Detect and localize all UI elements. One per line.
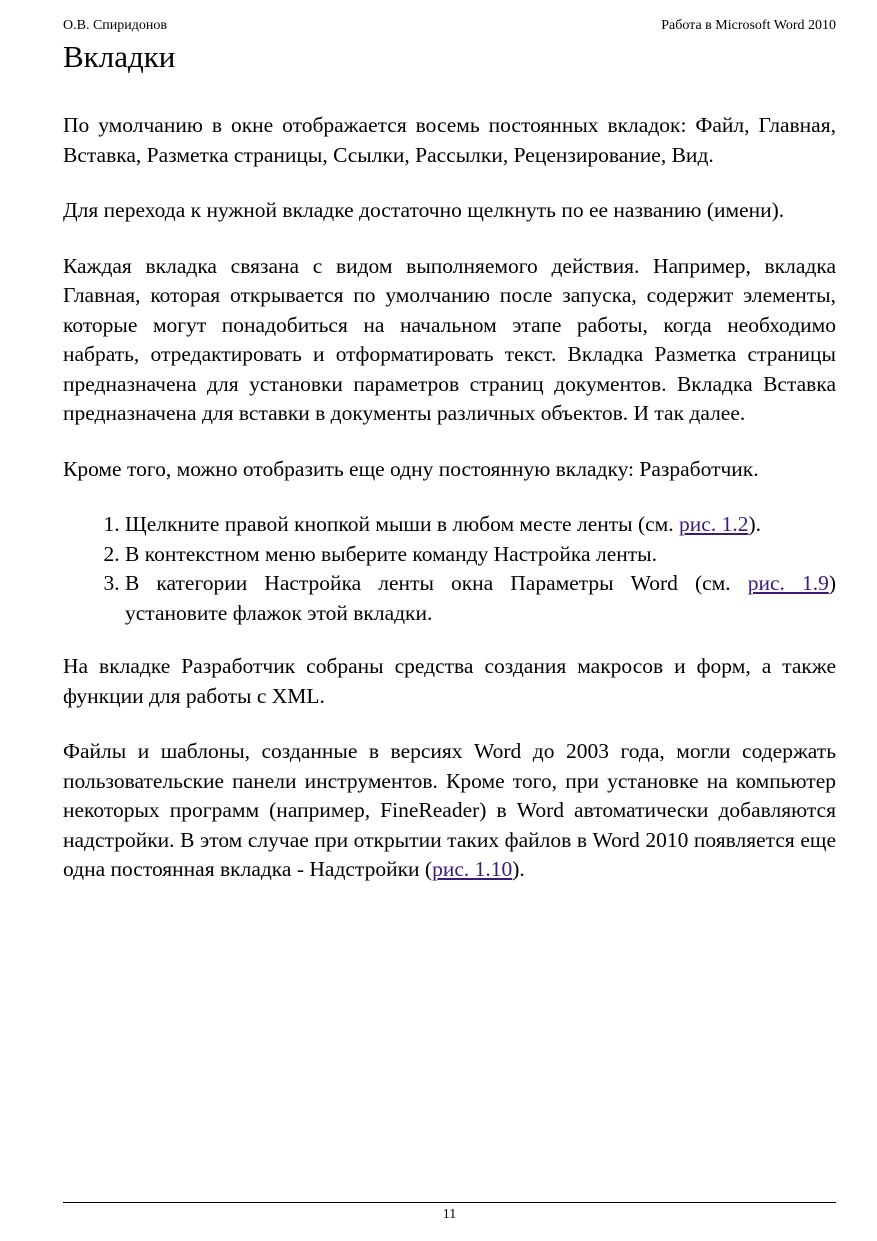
- paragraph-developer-tab: Кроме того, можно отобразить еще одну постоянную вкладку: Разработчик.: [63, 456, 759, 481]
- step-text: В категории Настройка ленты окна Параметры Word (см.: [125, 571, 748, 595]
- figure-link[interactable]: рис. 1.9: [747, 571, 829, 595]
- addins-text-end: ).: [512, 857, 525, 881]
- section-body: [63, 111, 836, 911]
- list-item: [125, 510, 836, 540]
- list-item: [125, 569, 836, 628]
- step-text: В контекстном меню выберите команду Настройка ленты.: [125, 541, 657, 566]
- step-text: Щелкните правой кнопкой мыши в любом месте ленты (см.: [125, 512, 680, 536]
- addins-text: Файлы и шаблоны, созданные в версиях Word до 2003 года, могли содержать пользовательские панели инструментов. Кроме того, при установке на компьютер некоторых программ (например, FineReader) в Word автоматически добавляются надстройки. В этом случае при открытии таких файлов в Word 2010 появляется еще одна постоянная вкладка - Надстройки (: [63, 739, 836, 881]
- page-number: 11: [442, 1207, 457, 1222]
- steps-list: [63, 510, 836, 628]
- paragraph-developer-content: На вкладке Разработчик собраны средства создания макросов и форм, а также функции для работы с XML.: [63, 654, 836, 708]
- figure-link[interactable]: рис. 1.10: [432, 857, 513, 881]
- header-author: О.В. Спиридонов: [63, 18, 167, 33]
- paragraph-addins: [63, 737, 836, 885]
- list-item: [125, 540, 836, 570]
- step-text: ).: [748, 512, 761, 536]
- step-text: ) установите флажок этой вкладки.: [125, 571, 836, 625]
- document-page: [63, 0, 836, 1241]
- section-title: Вкладки: [63, 39, 176, 74]
- paragraph-default-tabs: По умолчанию в окне отображается восемь постоянных вкладок: Файл, Главная, Вставка, Разметка страницы, Ссылки, Рассылки, Рецензирование, Вид.: [63, 113, 836, 167]
- header-book-title: Работа в Microsoft Word 2010: [661, 18, 836, 33]
- footer-divider: [63, 1202, 836, 1203]
- paragraph-tab-purpose: Каждая вкладка связана с видом выполняемого действия. Например, вкладка Главная, которая открывается по умолчанию после запуска, содержит элементы, которые могут понадобиться на начальном этапе работы, когда необходимо набрать, отредактировать и отформатировать текст. Вкладка Разметка страницы предназначена для установки параметров страниц документов. Вкладка Вставка предназначена для вставки в документы различных объектов. И так далее.: [63, 253, 836, 425]
- figure-link[interactable]: рис. 1.2: [679, 512, 749, 536]
- paragraph-switch-tabs: Для перехода к нужной вкладке достаточно щелкнуть по ее названию (имени).: [63, 198, 785, 222]
